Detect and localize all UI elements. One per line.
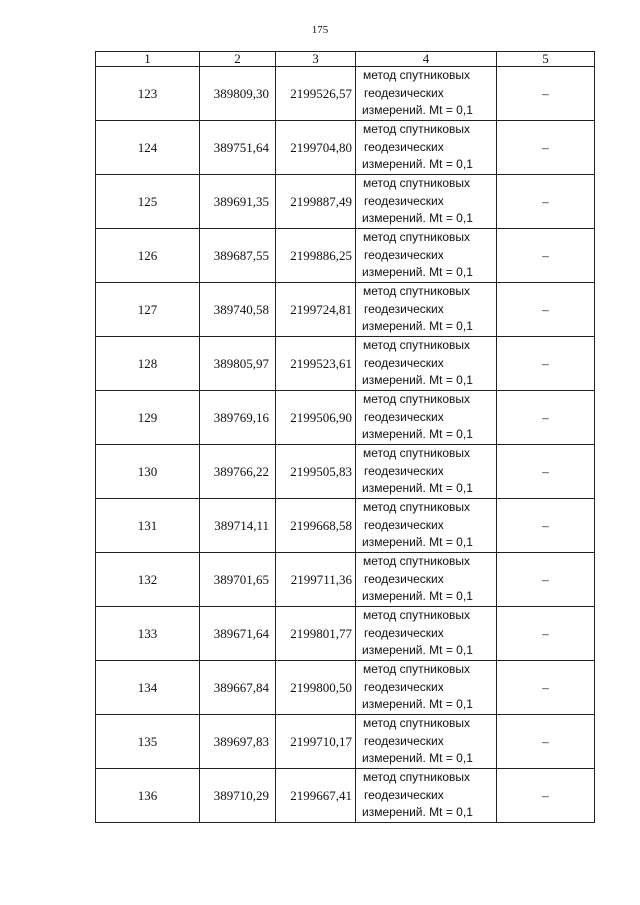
method-line-1: метод спутниковых <box>363 122 471 137</box>
y-coordinate-cell: 2199886,25 <box>276 229 356 283</box>
header-col-4: 4 <box>356 52 497 67</box>
x-coordinate-cell: 389687,55 <box>200 229 276 283</box>
method-cell <box>356 715 497 769</box>
method-line-3: измерений. Mt = 0,1 <box>362 103 473 118</box>
method-cell <box>356 229 497 283</box>
method-line-2: геодезических <box>364 517 444 532</box>
x-coordinate-cell: 389751,64 <box>200 121 276 175</box>
method-line-1: метод спутниковых <box>363 284 471 299</box>
y-coordinate-cell: 2199710,17 <box>276 715 356 769</box>
y-coordinate-cell: 2199724,81 <box>276 283 356 337</box>
method-cell <box>356 661 497 715</box>
coordinates-table <box>95 51 595 823</box>
point-number-cell: 123 <box>96 67 200 121</box>
y-coordinate-cell: 2199526,57 <box>276 67 356 121</box>
method-line-3: измерений. Mt = 0,1 <box>362 373 473 388</box>
note-cell: – <box>497 67 595 121</box>
method-line-2: геодезических <box>364 85 444 100</box>
y-coordinate-cell: 2199667,41 <box>276 769 356 823</box>
note-cell: – <box>497 445 595 499</box>
method-line-2: геодезических <box>364 301 444 316</box>
point-number-cell: 129 <box>96 391 200 445</box>
x-coordinate-cell: 389691,35 <box>200 175 276 229</box>
y-coordinate-cell: 2199887,49 <box>276 175 356 229</box>
method-line-2: геодезических <box>364 247 444 262</box>
y-coordinate-cell: 2199668,58 <box>276 499 356 553</box>
table-header <box>96 52 595 67</box>
method-cell <box>356 391 497 445</box>
point-number-cell: 127 <box>96 283 200 337</box>
method-cell <box>356 67 497 121</box>
note-cell: – <box>497 229 595 283</box>
note-cell: – <box>497 607 595 661</box>
method-line-2: геодезических <box>364 193 444 208</box>
note-cell: – <box>497 769 595 823</box>
method-line-1: метод спутниковых <box>363 68 471 83</box>
table-row <box>96 499 595 553</box>
page-number: 175 <box>311 24 329 36</box>
x-coordinate-cell: 389740,58 <box>200 283 276 337</box>
method-line-3: измерений. Mt = 0,1 <box>362 751 473 766</box>
method-line-1: метод спутниковых <box>363 554 471 569</box>
x-coordinate-cell: 389697,83 <box>200 715 276 769</box>
method-cell <box>356 283 497 337</box>
table-row <box>96 607 595 661</box>
x-coordinate-cell: 389714,11 <box>200 499 276 553</box>
note-cell: – <box>497 175 595 229</box>
point-number-cell: 133 <box>96 607 200 661</box>
y-coordinate-cell: 2199800,50 <box>276 661 356 715</box>
method-line-3: измерений. Mt = 0,1 <box>362 427 473 442</box>
method-line-1: метод спутниковых <box>363 338 471 353</box>
table-row <box>96 67 595 121</box>
method-line-1: метод спутниковых <box>363 176 471 191</box>
header-row <box>96 52 595 67</box>
table-row <box>96 445 595 499</box>
table-row <box>96 769 595 823</box>
point-number-cell: 125 <box>96 175 200 229</box>
y-coordinate-cell: 2199704,80 <box>276 121 356 175</box>
note-cell: – <box>497 715 595 769</box>
method-line-2: геодезических <box>364 355 444 370</box>
point-number-cell: 128 <box>96 337 200 391</box>
method-cell <box>356 553 497 607</box>
y-coordinate-cell: 2199506,90 <box>276 391 356 445</box>
method-line-2: геодезических <box>364 787 444 802</box>
point-number-cell: 131 <box>96 499 200 553</box>
y-coordinate-cell: 2199711,36 <box>276 553 356 607</box>
table-row <box>96 391 595 445</box>
method-line-1: метод спутниковых <box>363 608 471 623</box>
method-line-1: метод спутниковых <box>363 500 471 515</box>
method-line-1: метод спутниковых <box>363 392 471 407</box>
x-coordinate-cell: 389671,64 <box>200 607 276 661</box>
y-coordinate-cell: 2199523,61 <box>276 337 356 391</box>
method-line-3: измерений. Mt = 0,1 <box>362 535 473 550</box>
note-cell: – <box>497 499 595 553</box>
method-cell <box>356 769 497 823</box>
table-row <box>96 283 595 337</box>
method-line-2: геодезических <box>364 571 444 586</box>
x-coordinate-cell: 389766,22 <box>200 445 276 499</box>
method-line-3: измерений. Mt = 0,1 <box>362 157 473 172</box>
note-cell: – <box>497 661 595 715</box>
table-row <box>96 715 595 769</box>
point-number-cell: 136 <box>96 769 200 823</box>
method-line-1: метод спутниковых <box>363 662 471 677</box>
method-line-2: геодезических <box>364 409 444 424</box>
header-col-3: 3 <box>276 52 356 67</box>
table-row <box>96 337 595 391</box>
note-cell: – <box>497 283 595 337</box>
table-row <box>96 121 595 175</box>
method-line-2: геодезических <box>364 679 444 694</box>
header-col-2: 2 <box>200 52 276 67</box>
x-coordinate-cell: 389667,84 <box>200 661 276 715</box>
method-line-3: измерений. Mt = 0,1 <box>362 481 473 496</box>
method-cell <box>356 499 497 553</box>
header-col-5: 5 <box>497 52 595 67</box>
method-cell <box>356 445 497 499</box>
note-cell: – <box>497 391 595 445</box>
table-row <box>96 553 595 607</box>
method-line-3: измерений. Mt = 0,1 <box>362 643 473 658</box>
y-coordinate-cell: 2199801,77 <box>276 607 356 661</box>
method-line-1: метод спутниковых <box>363 230 471 245</box>
method-line-1: метод спутниковых <box>363 770 471 785</box>
table-row <box>96 229 595 283</box>
method-cell <box>356 607 497 661</box>
note-cell: – <box>497 121 595 175</box>
table-row <box>96 661 595 715</box>
method-line-1: метод спутниковых <box>363 716 471 731</box>
method-line-2: геодезических <box>364 463 444 478</box>
point-number-cell: 126 <box>96 229 200 283</box>
point-number-cell: 135 <box>96 715 200 769</box>
method-cell <box>356 175 497 229</box>
method-line-3: измерений. Mt = 0,1 <box>362 697 473 712</box>
method-line-2: геодезических <box>364 625 444 640</box>
x-coordinate-cell: 389805,97 <box>200 337 276 391</box>
method-line-3: измерений. Mt = 0,1 <box>362 319 473 334</box>
y-coordinate-cell: 2199505,83 <box>276 445 356 499</box>
point-number-cell: 134 <box>96 661 200 715</box>
method-line-2: геодезических <box>364 139 444 154</box>
table-row <box>96 175 595 229</box>
point-number-cell: 130 <box>96 445 200 499</box>
method-cell <box>356 121 497 175</box>
method-line-2: геодезических <box>364 733 444 748</box>
method-line-3: измерений. Mt = 0,1 <box>362 805 473 820</box>
note-cell: – <box>497 337 595 391</box>
x-coordinate-cell: 389710,29 <box>200 769 276 823</box>
table-body <box>96 67 595 823</box>
x-coordinate-cell: 389701,65 <box>200 553 276 607</box>
point-number-cell: 124 <box>96 121 200 175</box>
method-line-3: измерений. Mt = 0,1 <box>362 265 473 280</box>
x-coordinate-cell: 389809,30 <box>200 67 276 121</box>
x-coordinate-cell: 389769,16 <box>200 391 276 445</box>
method-line-3: измерений. Mt = 0,1 <box>362 589 473 604</box>
header-col-1: 1 <box>96 52 200 67</box>
point-number-cell: 132 <box>96 553 200 607</box>
method-line-1: метод спутниковых <box>363 446 471 461</box>
method-line-3: измерений. Mt = 0,1 <box>362 211 473 226</box>
note-cell: – <box>497 553 595 607</box>
method-cell <box>356 337 497 391</box>
